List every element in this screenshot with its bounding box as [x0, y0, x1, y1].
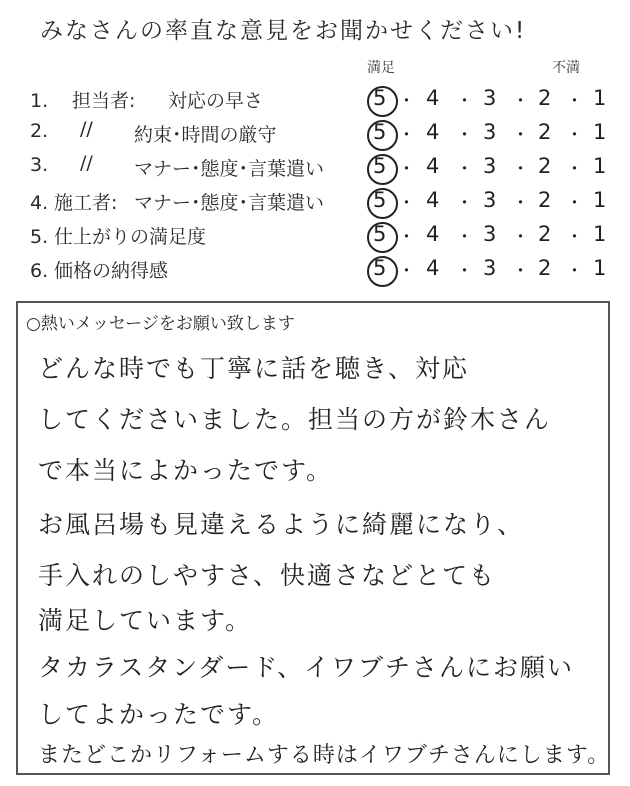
scale-separator: ･: [570, 261, 579, 282]
rating-2: 2: [538, 86, 552, 110]
rating-1: 1: [593, 86, 607, 110]
rating-3: 3: [483, 256, 497, 280]
scale-separator: ･: [570, 193, 579, 214]
rating-5: 5: [373, 120, 387, 144]
rating-3: 3: [483, 120, 497, 144]
scale-separator: ･: [402, 261, 411, 282]
scale-separator: ･: [570, 91, 579, 112]
scale-separator: ･: [570, 159, 579, 180]
scale-label-satisfied: 満足: [367, 60, 395, 76]
question-number: 2.: [30, 120, 49, 142]
rating-4: 4: [426, 154, 440, 178]
handwritten-line: どんな時でも丁寧に話を聴き、対応: [38, 354, 470, 383]
question-label: 仕上がりの満足度: [54, 226, 207, 248]
question-row-3: [30, 150, 607, 184]
rating-4: 4: [426, 222, 440, 246]
rating-3: 3: [483, 222, 497, 246]
scale-separator: ･: [516, 193, 525, 214]
rating-5: 5: [373, 188, 387, 212]
handwritten-line: またどこかリフォームする時はイワブチさんにします。: [38, 743, 611, 768]
ditto-mark: //: [80, 118, 93, 140]
rating-scale: [370, 186, 607, 216]
scale-separator: ･: [402, 227, 411, 248]
question-label: 施工者:: [54, 192, 118, 214]
rating-1: 1: [593, 120, 607, 144]
question-row-6: [30, 252, 607, 286]
scale-separator: ･: [402, 193, 411, 214]
rating-scale: [370, 254, 607, 284]
ditto-mark: //: [80, 152, 93, 174]
rating-2: 2: [538, 188, 552, 212]
question-label: 価格の納得感: [54, 260, 169, 282]
scale-separator: ･: [516, 125, 525, 146]
question-row-4: [30, 184, 607, 218]
scale-separator: ･: [460, 193, 469, 214]
question-row-2: [30, 116, 607, 150]
rating-2: 2: [538, 256, 552, 280]
rating-1: 1: [593, 256, 607, 280]
scale-separator: ･: [460, 125, 469, 146]
rating-1: 1: [593, 222, 607, 246]
handwritten-line: で本当によかったです。: [38, 456, 334, 485]
rating-4: 4: [426, 120, 440, 144]
question-number: 5.: [30, 226, 49, 248]
scale-separator: ･: [516, 227, 525, 248]
rating-5: 5: [373, 86, 387, 110]
handwritten-line: タカラスタンダード、イワブチさんにお願い: [38, 653, 575, 682]
question-label: 担当者:: [72, 90, 136, 112]
scale-separator: ･: [460, 159, 469, 180]
question-number: 1.: [30, 90, 49, 112]
scale-separator: ･: [460, 261, 469, 282]
rating-4: 4: [426, 256, 440, 280]
question-row-5: [30, 218, 607, 252]
rating-scale: [370, 84, 607, 114]
rating-scale: [370, 152, 607, 182]
scale-separator: ･: [516, 159, 525, 180]
rating-3: 3: [483, 188, 497, 212]
rating-4: 4: [426, 86, 440, 110]
rating-5: 5: [373, 256, 387, 280]
survey-title: みなさんの率直な意見をお聞かせください!: [40, 18, 527, 44]
scale-label-unsatisfied: 不満: [552, 60, 580, 76]
rating-2: 2: [538, 154, 552, 178]
scale-separator: ･: [402, 159, 411, 180]
handwritten-line: してよかったです。: [38, 700, 280, 729]
rating-3: 3: [483, 154, 497, 178]
rating-scale: [370, 220, 607, 250]
scale-separator: ･: [570, 125, 579, 146]
handwritten-line: 満足しています。: [38, 606, 253, 635]
question-sub: マナー･態度･言葉遣い: [134, 192, 325, 214]
scale-separator: ･: [402, 125, 411, 146]
scale-separator: ･: [570, 227, 579, 248]
message-box: [16, 301, 610, 775]
scale-separator: ･: [460, 91, 469, 112]
rating-1: 1: [593, 188, 607, 212]
question-number: 4.: [30, 192, 49, 214]
rating-2: 2: [538, 120, 552, 144]
question-row-1: [30, 82, 607, 116]
rating-2: 2: [538, 222, 552, 246]
rating-3: 3: [483, 86, 497, 110]
rating-scale: [370, 118, 607, 148]
rating-4: 4: [426, 188, 440, 212]
question-number: 6.: [30, 260, 49, 282]
rating-1: 1: [593, 154, 607, 178]
handwritten-line: お風呂場も見違えるように綺麗になり、: [38, 510, 525, 539]
message-box-label: ○熱いメッセージをお願い致します: [26, 314, 295, 334]
question-sub: 約束･時間の厳守: [134, 124, 277, 146]
question-number: 3.: [30, 154, 49, 176]
scale-separator: ･: [402, 91, 411, 112]
scale-separator: ･: [516, 91, 525, 112]
rating-5: 5: [373, 222, 387, 246]
rating-5: 5: [373, 154, 387, 178]
question-sub: マナー･態度･言葉遣い: [134, 158, 325, 180]
scale-separator: ･: [460, 227, 469, 248]
handwritten-line: してくださいました。担当の方が鈴木さん: [38, 405, 552, 434]
handwritten-line: 手入れのしやすさ、快適さなどとても: [38, 561, 497, 590]
question-sub: 対応の早さ: [168, 90, 264, 112]
scale-separator: ･: [516, 261, 525, 282]
